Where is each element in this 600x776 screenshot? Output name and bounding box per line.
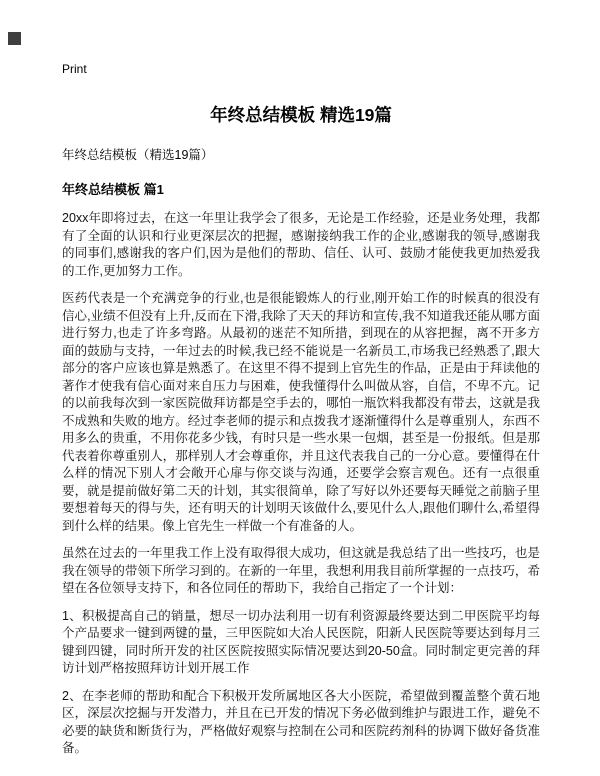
document-subtitle: 年终总结模板（精选19篇） [62,148,214,162]
paragraph-2: 医药代表是一个充满竞争的行业,也是很能锻炼人的行业,刚开始工作的时候真的很没有信心,业绩不但没有上升,反而在下滑,我除了天天的拜访和宣传,我不知道我还能从哪方面进行努力,也走了许多弯路。从最初的迷茫不知所措，到现在的从容把握，离不开多方面的鼓励与支持，一年过去的时候,我已经不能说是一名新员工,市场我已经熟悉了,跟大部分的客户应该也算是熟悉了。在这里不得不提到上官先生的作品，正是由于拜读他的著作才使我有信心面对来自压力与困难，使我懂得什么叫做从容，自信，不卑不亢。记的以前我每次到一家医院做拜访都是空手去的，哪怕一瓶饮料我都没有带去，这就是我不成熟和失败的地方。经过李老师的提示和点拨我才逐渐懂得什么是尊重别人，东西不用多么的贵重，不用你花多少钱，有时只是一些水果一包烟，甚至是一份报纸。但是那代表着你尊重别人，那样别人才会尊重你，并且这代表我自己的一分心意。要懂得在什么样的情况下别人才会敞开心扉与你交谈与沟通，还要学会察言观色。还有一点很重要，就是提前做好第二天的计划，其实很简单，除了写好以外还要每天睡觉之前脑子里要想着每天的得与失，还有明天的计划明天该做什么,要见什么人,跟他们聊什么,希望得到什么样的结果。像上官先生一样做一个有准备的人。 [62,291,540,533]
paragraph-5: 2、在李老师的帮助和配合下积极开发所属地区各大小医院，希望做到覆盖整个黄石地区，深层次挖掘与开发潜力，并且在已开发的情况下务必做到维护与跟进工作，避免不必要的缺货和断货行为，严格做好观察与控制在公司和医院药剂科的协调下做好备货准备。 [62,688,540,755]
print-button[interactable]: Print [62,62,87,76]
image-placeholder-icon [8,32,21,45]
section-heading: 年终总结模板 篇1 [62,182,164,197]
paragraph-3: 虽然在过去的一年里我工作上没有取得很大成功，但这就是我总结了出一些技巧，也是我在领导的带领下所学习到的。在新的一年里，我想利用我目前所掌握的一点技巧，希望在各位领导支持下，和各位同任的帮助下，我给自己指定了一个计划： [62,546,540,595]
document-title: 年终总结模板 精选19篇 [210,105,392,125]
paragraph-4: 1、积极提高自己的销量，想尽一切办法利用一切有利资源最终要达到二甲医院平均每个产品要求一键到两键的量，三甲医院如大冶人民医院，阳新人民医院等要达到每月三键到四键，同时所开发的社区医院按照实际情况要达到20-50盒。同时制定更完善的拜访计划严格按照拜访计划开展工作 [62,608,540,675]
paragraph-1: 20xx年即将过去，在这一年里让我学会了很多，无论是工作经验，还是业务处理，我都有了全面的认识和行业更深层次的把握，感谢接纳我工作的企业,感谢我的领导,感谢我的同事们,感谢我的客户们,因为是他们的帮助、信任、认可、鼓励才能使我更加热爱我的工作,更加努力工作。 [62,211,540,278]
